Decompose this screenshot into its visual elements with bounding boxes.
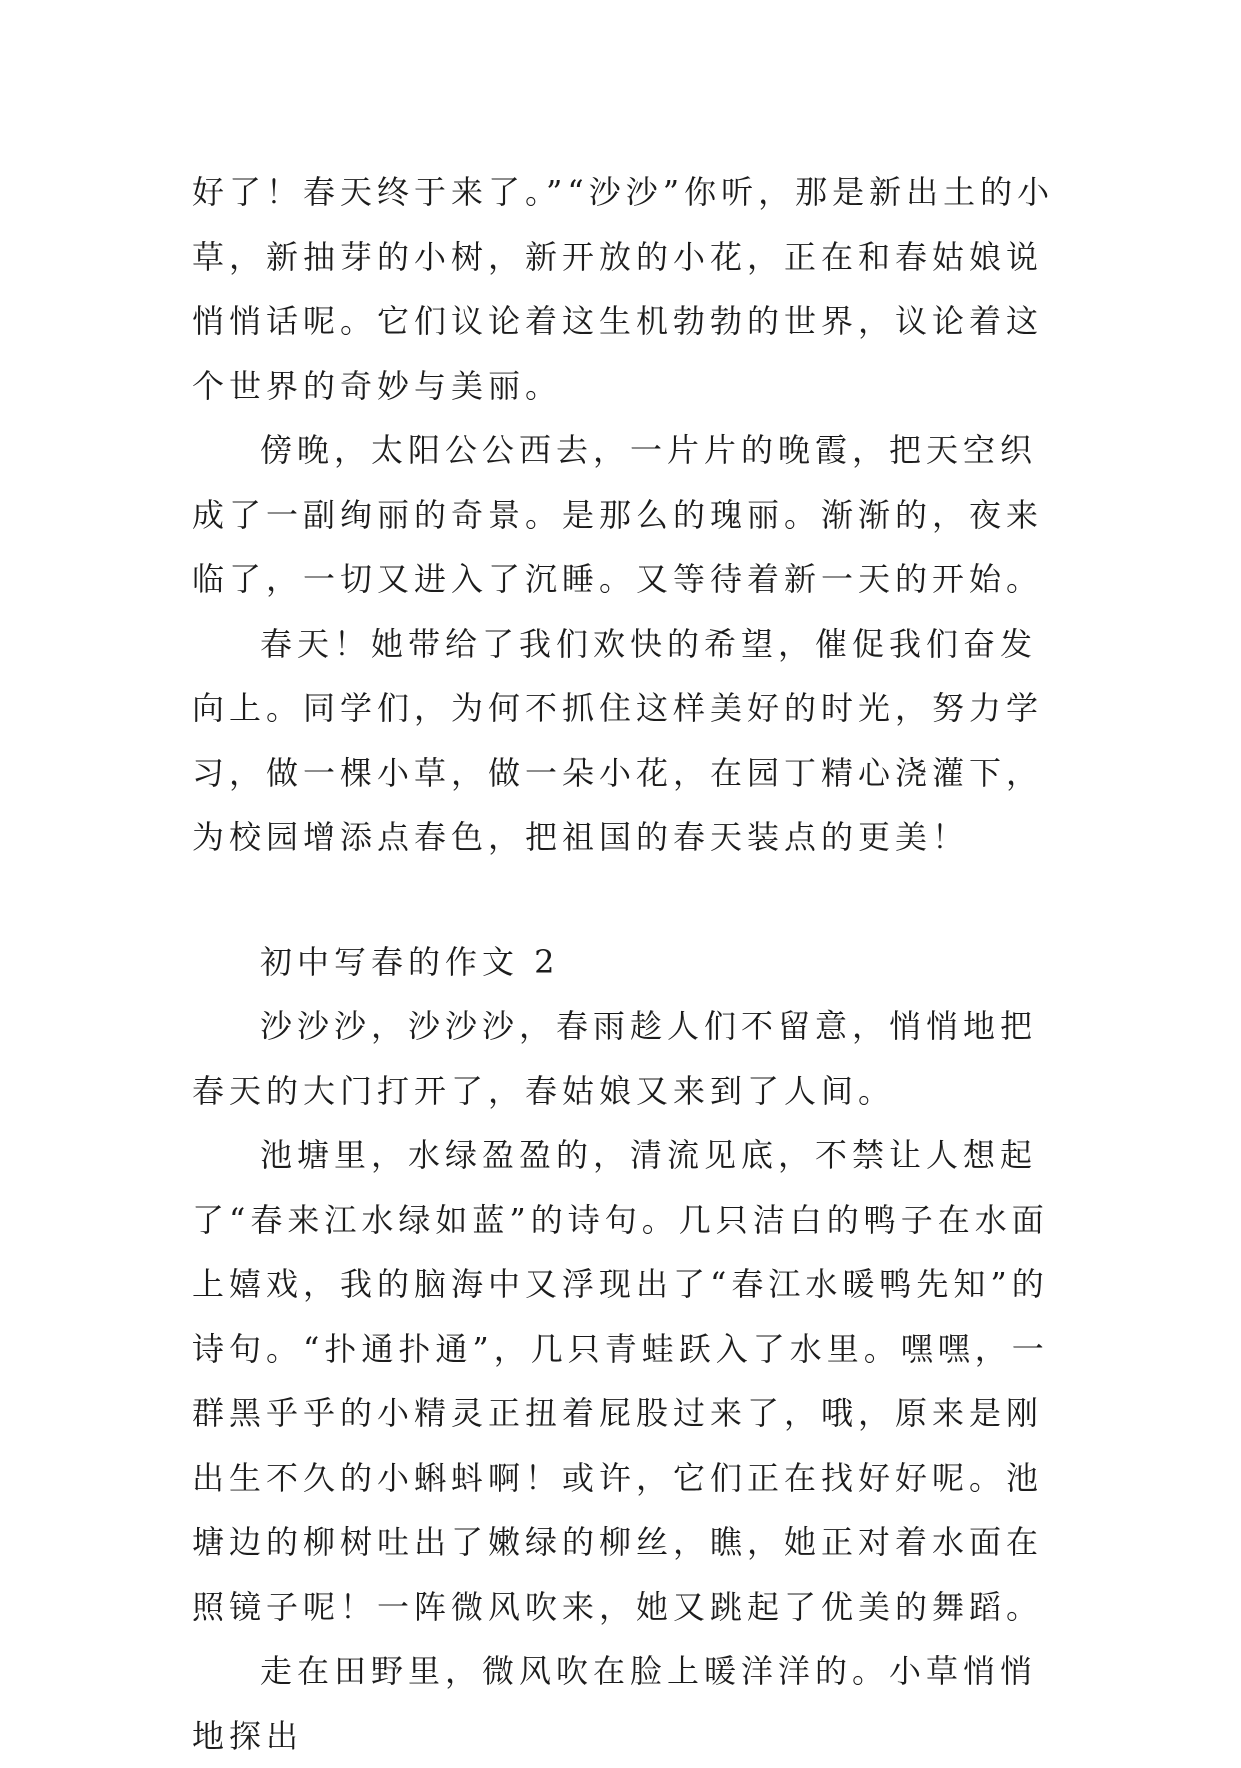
paragraph: 池塘里，水绿盈盈的，清流见底，不禁让人想起了“春来江水绿如蓝”的诗句。几只洁白的鸭子在水面上嬉戏，我的脑海中又浮现出了“春江水暖鸭先知”的诗句。“扑通扑通”，几只青蛙跃入了水里。嘿嘿，一群黑乎乎的小精灵正扭着屁股过来了，哦，原来是刚出生不久的小蝌蚪啊！或许，它们正在找好好呢。池塘边的柳树吐出了嫩绿的柳丝，瞧，她正对着水面在照镜子呢！一阵微风吹来，她又跳起了优美的舞蹈。 [192, 1136, 1049, 1626]
document-body [192, 160, 1072, 1768]
paragraph: 傍晚，太阳公公西去，一片片的晚霞，把天空织成了一副绚丽的奇景。是那么的瑰丽。渐渐的，夜来临了，一切又进入了沉睡。又等待着新一天的开始。 [192, 431, 1044, 598]
paragraph: 走在田野里，微风吹在脸上暖洋洋的。小草悄悄地探出 [192, 1652, 1038, 1755]
section-heading: 初中写春的作文 2 [260, 942, 560, 981]
section-gap [192, 870, 1072, 930]
paragraph: 沙沙沙，沙沙沙，春雨趁人们不留意，悄悄地把春天的大门打开了，春姑娘又来到了人间。 [192, 1007, 1038, 1110]
paragraph: 春天！她带给了我们欢快的希望，催促我们奋发向上。同学们，为何不抓住这样美好的时光，努力学习，做一棵小草，做一朵小花，在园丁精心浇灌下，为校园增添点春色，把祖国的春天装点的更美！ [192, 624, 1044, 856]
paragraph-continued: 好了！春天终于来了。”“沙沙”你听，那是新出土的小草，新抽芽的小树，新开放的小花，正在和春姑娘说悄悄话呢。它们议论着这生机勃勃的世界，议论着这个世界的奇妙与美丽。 [192, 173, 1055, 405]
